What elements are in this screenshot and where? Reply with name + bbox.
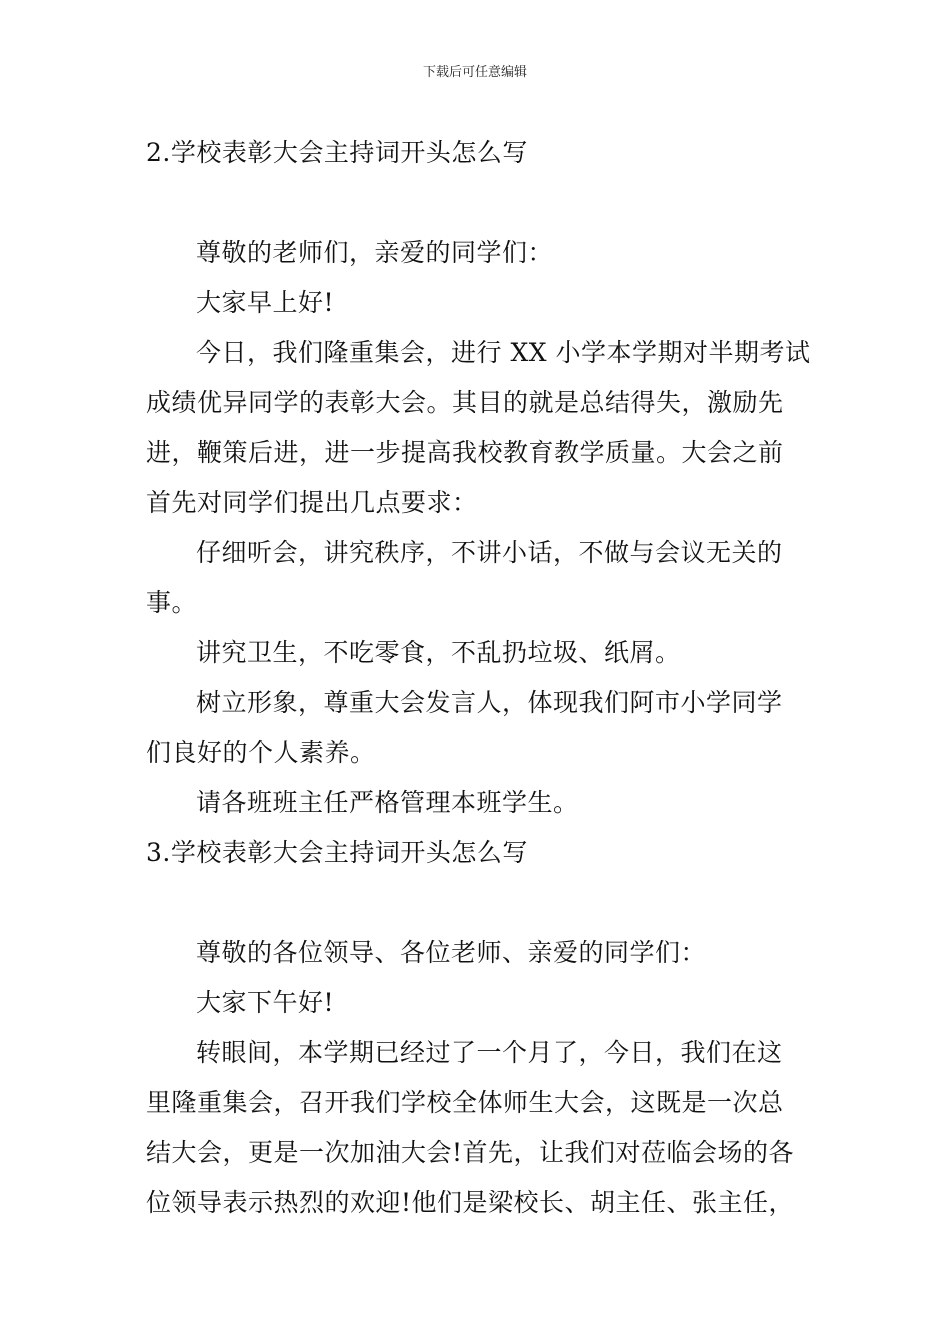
paragraph-line: 大家下午好!	[196, 988, 335, 1017]
paragraph-line: 尊敬的老师们，亲爱的同学们：	[196, 238, 554, 267]
paragraph-line: 尊敬的各位领导、各位老师、亲爱的同学们：	[196, 938, 707, 967]
paragraph-line: 请各班班主任严格管理本班学生。	[196, 788, 579, 817]
paragraph-line: 讲究卫生，不吃零食，不乱扔垃圾、纸屑。	[196, 638, 681, 667]
paragraph-line: 大家早上好!	[196, 288, 335, 317]
paragraph-line: 事。	[146, 588, 198, 617]
blank-line	[146, 878, 806, 928]
paragraph-line: 里隆重集会，召开我们学校全体师生大会，这既是一次总	[146, 1088, 784, 1117]
page-header: 下载后可任意编辑	[422, 65, 527, 80]
paragraph-line: 今日，我们隆重集会，进行 XX 小学本学期对半期考试	[196, 338, 811, 367]
paragraph-line: 们良好的个人素养。	[146, 738, 376, 767]
section-heading: 3.学校表彰大会主持词开头怎么写	[146, 838, 528, 867]
document-body	[146, 128, 811, 1228]
blank-line	[146, 178, 806, 228]
paragraph-line: 转眼间，本学期已经过了一个月了，今日，我们在这	[196, 1038, 783, 1067]
section-heading: 2.学校表彰大会主持词开头怎么写	[146, 138, 528, 167]
paragraph-line: 仔细听会，讲究秩序，不讲小话，不做与会议无关的	[196, 538, 783, 567]
paragraph-line: 进，鞭策后进，进一步提高我校教育教学质量。大会之前	[146, 438, 784, 467]
paragraph-line: 成绩优异同学的表彰大会。其目的就是总结得失，激励先	[146, 388, 784, 417]
paragraph-line: 树立形象，尊重大会发言人，体现我们阿市小学同学	[196, 688, 783, 717]
paragraph-line: 位领导表示热烈的欢迎!他们是梁校长、胡主任、张主任，	[146, 1188, 795, 1217]
paragraph-line: 首先对同学们提出几点要求：	[146, 488, 478, 517]
paragraph-line: 结大会，更是一次加油大会!首先，让我们对莅临会场的各	[146, 1138, 795, 1167]
